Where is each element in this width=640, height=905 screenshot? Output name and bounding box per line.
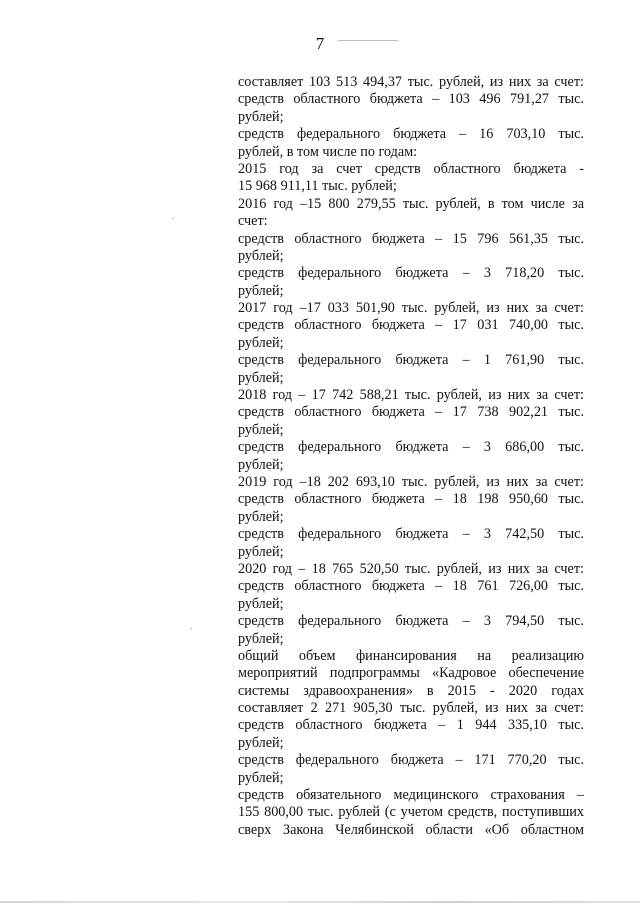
scan-speck	[172, 218, 174, 219]
scan-speck	[190, 628, 192, 629]
text-line: средств областного бюджета – 15 796 561,35 тыс.	[238, 230, 584, 247]
text-line: средств федерального бюджета – 3 718,20 тыс.	[238, 265, 584, 282]
text-line: средств федерального бюджета – 3 742,50 тыс.	[238, 526, 584, 543]
text-line: средств федерального бюджета – 171 770,20 тыс.	[238, 752, 584, 769]
text-line: рублей;	[238, 543, 284, 560]
text-line: средств федерального бюджета – 3 794,50 тыс.	[238, 613, 584, 630]
text-line: средств обязательного медицинского страхования –	[238, 787, 584, 804]
page-number: 7	[315, 34, 325, 53]
text-line: средств областного бюджета – 17 031 740,00 тыс.	[238, 317, 584, 334]
text-line: средств федерального бюджета – 3 686,00 тыс.	[238, 439, 584, 456]
text-line: рублей, в том числе по годам:	[238, 143, 418, 160]
text-line: составляет 2 271 905,30 тыс. рублей, из них за счет:	[238, 700, 584, 717]
text-line: средств областного бюджета – 18 198 950,60 тыс.	[238, 491, 584, 508]
text-line: средств федерального бюджета – 16 703,10 тыс.	[238, 126, 584, 143]
text-line: рублей;	[238, 108, 284, 125]
text-line: системы здравоохранения» в 2015 - 2020 годах	[238, 682, 584, 699]
scan-bottom-edge	[0, 901, 640, 903]
text-line: общий объем финансирования на реализацию	[238, 647, 584, 664]
text-line: рублей;	[238, 421, 284, 438]
text-line: счет:	[238, 213, 268, 230]
text-line: рублей;	[238, 769, 284, 786]
text-line: рублей;	[238, 456, 284, 473]
text-line: рублей;	[238, 247, 284, 264]
text-line: 2019 год –18 202 693,10 тыс. рублей, из них за счет:	[238, 473, 584, 490]
text-line: рублей;	[238, 508, 284, 525]
text-line: 2016 год –15 800 279,55 тыс. рублей, в том числе за	[238, 195, 584, 212]
text-line: рублей;	[238, 630, 284, 647]
text-line: 155 800,00 тыс. рублей (с учетом средств, поступивших	[238, 804, 584, 821]
text-line: рублей;	[238, 369, 284, 386]
text-line: 2020 год – 18 765 520,50 тыс. рублей, из них за счет:	[238, 560, 584, 577]
text-line: 2015 год за счет средств областного бюджета -	[238, 160, 584, 177]
text-line: сверх Закона Челябинской области «Об областном	[238, 821, 584, 838]
text-line: 2018 год – 17 742 588,21 тыс. рублей, из них за счет:	[238, 387, 584, 404]
text-line: 2017 год –17 033 501,90 тыс. рублей, из них за счет:	[238, 300, 584, 317]
text-line: средств областного бюджета – 1 944 335,10 тыс.	[238, 717, 584, 734]
scan-speck	[338, 40, 398, 41]
text-line: средств областного бюджета – 103 496 791,27 тыс.	[238, 91, 584, 108]
text-line: рублей;	[238, 734, 284, 751]
text-line: средств областного бюджета – 17 738 902,21 тыс.	[238, 404, 584, 421]
text-line: составляет 103 513 494,37 тыс. рублей, из них за счет:	[238, 74, 584, 90]
text-line: мероприятий подпрограммы «Кадровое обеспечение	[238, 665, 584, 682]
text-line: 15 968 911,11 тыс. рублей;	[238, 178, 397, 195]
text-line: средств федерального бюджета – 1 761,90 тыс.	[238, 352, 584, 369]
text-line: рублей;	[238, 334, 284, 351]
document-body	[238, 74, 584, 839]
text-line: рублей;	[238, 282, 284, 299]
text-line: средств областного бюджета – 18 761 726,00 тыс.	[238, 578, 584, 595]
text-line: рублей;	[238, 595, 284, 612]
